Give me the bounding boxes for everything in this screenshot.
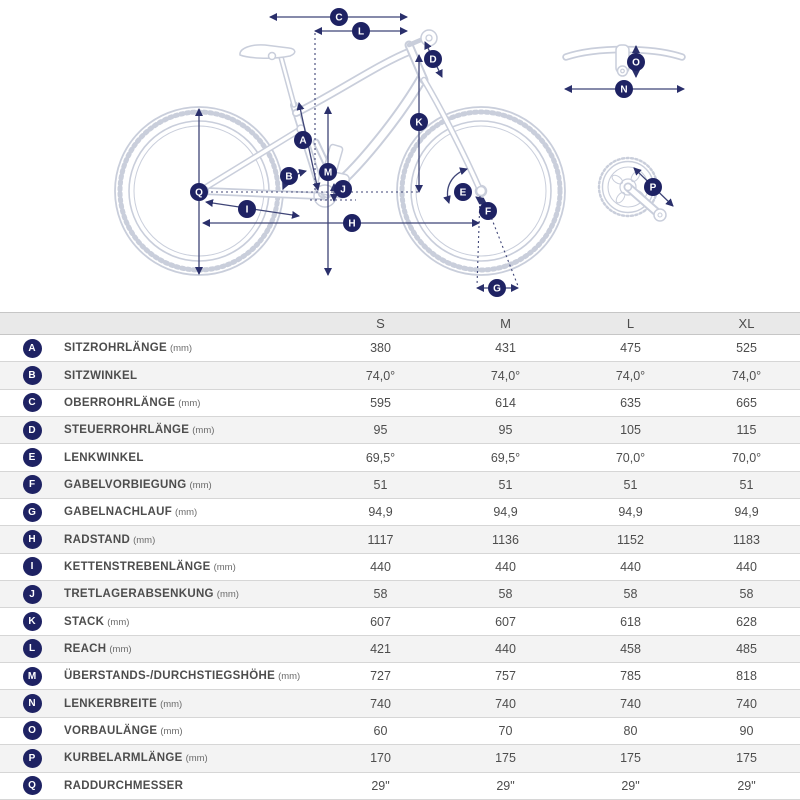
value-xl: 70,0° — [731, 450, 762, 465]
row-label: SITZWINKEL — [64, 369, 138, 382]
handlebar-grip — [421, 30, 437, 46]
geometry-table — [0, 312, 800, 800]
value-m: 607 — [495, 614, 516, 629]
value-xl: 175 — [736, 751, 757, 766]
marker-badge-n — [615, 80, 633, 98]
svg-text:P: P — [649, 182, 657, 194]
value-s: 740 — [370, 696, 391, 711]
value-xl: 440 — [736, 559, 757, 574]
value-s: 607 — [370, 614, 391, 629]
value-s: 60 — [373, 723, 388, 738]
table-row-b — [0, 362, 800, 389]
row-letter-badge: O — [23, 721, 42, 740]
table-row-a — [0, 335, 800, 362]
value-s: 74,0° — [365, 368, 396, 383]
row-unit: (mm) — [189, 479, 212, 491]
row-letter-badge: P — [23, 749, 42, 768]
value-s: 421 — [370, 641, 391, 656]
value-xl: 29" — [737, 778, 756, 793]
marker-badge-k — [410, 113, 428, 131]
value-m: 440 — [495, 559, 516, 574]
marker-badge-p — [644, 178, 662, 196]
value-s: 69,5° — [365, 450, 396, 465]
row-unit: (mm) — [133, 534, 156, 546]
row-unit: (mm) — [169, 343, 193, 355]
row-label: ÜBERSTANDS-/DURCHSTIEGSHÖHE — [64, 670, 276, 683]
row-label: GABELNACHLAUF — [64, 506, 173, 519]
row-unit: (mm) — [278, 671, 301, 683]
row-unit: (mm) — [185, 753, 208, 765]
row-label: TRETLAGERABSENKUNG — [64, 588, 214, 601]
value-xl: 525 — [736, 341, 757, 356]
value-l: 475 — [620, 341, 641, 356]
row-letter-badge: K — [23, 612, 42, 631]
value-m: 94,9 — [493, 505, 518, 520]
marker-badge-e — [454, 183, 472, 201]
svg-text:O: O — [632, 57, 640, 69]
value-s: 29" — [371, 778, 390, 793]
table-header-row — [0, 312, 800, 335]
marker-badge-j — [334, 180, 352, 198]
svg-text:I: I — [245, 204, 249, 216]
value-l: 1152 — [617, 532, 644, 547]
value-s: 58 — [373, 587, 388, 602]
svg-text:F: F — [484, 206, 492, 218]
marker-badge-g — [488, 279, 506, 297]
value-m: 58 — [498, 587, 513, 602]
row-unit: (mm) — [107, 616, 130, 628]
row-label: STEUERROHRLÄNGE — [64, 424, 190, 437]
row-label: RADSTAND — [64, 533, 131, 546]
svg-text:J: J — [340, 184, 346, 196]
value-m: 431 — [495, 341, 516, 356]
row-label: LENKERBREITE — [64, 697, 158, 710]
row-unit: (mm) — [160, 698, 183, 710]
row-unit: (mm) — [178, 397, 201, 409]
value-s: 380 — [370, 341, 391, 356]
value-m: 440 — [495, 641, 516, 656]
svg-text:G: G — [493, 283, 501, 295]
row-letter-badge: M — [23, 667, 42, 686]
table-row-d — [0, 417, 800, 444]
value-m: 69,5° — [490, 450, 521, 465]
value-l: 440 — [620, 559, 641, 574]
value-xl: 628 — [736, 614, 757, 629]
marker-badge-b — [280, 167, 298, 185]
row-label: VORBAULÄNGE — [64, 724, 158, 737]
table-row-p — [0, 745, 800, 772]
table-row-j — [0, 581, 800, 608]
value-l: 80 — [623, 723, 638, 738]
marker-badge-h — [343, 214, 361, 232]
table-row-g — [0, 499, 800, 526]
value-xl: 74,0° — [731, 368, 762, 383]
row-letter-badge: J — [23, 585, 42, 604]
row-label: GABELVORBIEGUNG — [64, 478, 187, 491]
table-row-i — [0, 554, 800, 581]
value-s: 51 — [373, 477, 388, 492]
svg-text:E: E — [459, 187, 467, 199]
row-unit: (mm) — [160, 725, 183, 737]
table-row-q — [0, 773, 800, 800]
svg-text:B: B — [285, 171, 293, 183]
row-letter-badge: G — [23, 503, 42, 522]
value-s: 94,9 — [368, 505, 393, 520]
svg-text:H: H — [348, 218, 356, 230]
table-body — [0, 335, 800, 800]
value-l: 785 — [620, 669, 641, 684]
value-s: 95 — [373, 423, 388, 438]
table-row-h — [0, 526, 800, 553]
table-row-f — [0, 472, 800, 499]
value-xl: 94,9 — [734, 505, 759, 520]
value-l: 51 — [623, 477, 638, 492]
value-xl: 818 — [736, 669, 757, 684]
svg-text:C: C — [335, 12, 343, 24]
row-label: STACK — [64, 615, 105, 628]
value-s: 1117 — [367, 532, 394, 547]
value-xl: 740 — [736, 696, 757, 711]
value-xl: 51 — [739, 477, 754, 492]
marker-badge-d — [424, 50, 442, 68]
value-s: 440 — [370, 559, 391, 574]
row-unit: (mm) — [216, 589, 239, 601]
handlebar-top-view — [566, 45, 682, 76]
value-s: 170 — [370, 751, 391, 766]
geometry-diagram-svg — [0, 0, 800, 312]
row-unit: (mm) — [175, 507, 198, 519]
row-letter-badge: F — [23, 475, 42, 494]
column-header-m: M — [500, 316, 511, 331]
value-l: 94,9 — [618, 505, 643, 520]
row-label: RADDURCHMESSER — [64, 779, 184, 792]
svg-text:D: D — [429, 54, 437, 66]
value-m: 740 — [495, 696, 516, 711]
row-label: KURBELARMLÄNGE — [64, 752, 183, 765]
table-row-c — [0, 390, 800, 417]
row-letter-badge: E — [23, 448, 42, 467]
svg-text:K: K — [415, 117, 423, 129]
value-m: 175 — [495, 751, 516, 766]
bike-geometry-diagram — [0, 0, 800, 312]
table-row-o — [0, 718, 800, 745]
value-l: 74,0° — [615, 368, 646, 383]
marker-badge-f — [479, 202, 497, 220]
value-xl: 90 — [739, 723, 754, 738]
row-letter-badge: A — [23, 339, 42, 358]
marker-badge-a — [294, 131, 312, 149]
value-m: 70 — [498, 723, 513, 738]
row-letter-badge: N — [23, 694, 42, 713]
table-row-e — [0, 444, 800, 471]
table-row-l — [0, 636, 800, 663]
row-label: REACH — [64, 642, 107, 655]
svg-text:L: L — [357, 26, 365, 38]
svg-text:M: M — [323, 167, 333, 179]
marker-badge-o — [627, 53, 645, 71]
row-letter-badge: L — [23, 639, 42, 658]
row-letter-badge: B — [23, 366, 42, 385]
value-xl: 115 — [736, 423, 757, 438]
value-xl: 1183 — [733, 532, 760, 547]
value-l: 618 — [620, 614, 641, 629]
value-xl: 665 — [736, 395, 757, 410]
marker-badge-i — [238, 200, 256, 218]
row-letter-badge: Q — [23, 776, 42, 795]
table-row-n — [0, 690, 800, 717]
value-l: 458 — [620, 641, 641, 656]
svg-text:N: N — [620, 84, 628, 96]
row-letter-badge: D — [23, 421, 42, 440]
pedal-boss — [654, 209, 666, 221]
value-s: 727 — [370, 669, 391, 684]
value-l: 70,0° — [615, 450, 646, 465]
value-xl: 485 — [736, 641, 757, 656]
row-label: KETTENSTREBENLÄNGE — [64, 560, 211, 573]
marker-badge-q — [190, 183, 208, 201]
row-label: SITZROHRLÄNGE — [64, 342, 167, 355]
marker-badge-l — [352, 22, 370, 40]
saddle — [240, 45, 295, 58]
value-l: 58 — [623, 587, 638, 602]
value-l: 175 — [620, 751, 641, 766]
value-m: 1136 — [492, 532, 519, 547]
value-m: 74,0° — [490, 368, 521, 383]
value-l: 635 — [620, 395, 641, 410]
value-l: 105 — [620, 423, 641, 438]
column-header-l: L — [626, 316, 635, 331]
svg-text:A: A — [299, 135, 307, 147]
row-letter-badge: C — [23, 393, 42, 412]
table-row-m — [0, 663, 800, 690]
row-unit: (mm) — [109, 643, 132, 655]
value-l: 740 — [620, 696, 641, 711]
row-unit: (mm) — [213, 561, 236, 573]
table-row-k — [0, 608, 800, 635]
value-xl: 58 — [739, 587, 754, 602]
value-l: 29" — [621, 778, 640, 793]
value-m: 757 — [495, 669, 516, 684]
row-letter-badge: I — [23, 557, 42, 576]
row-label: LENKWINKEL — [64, 451, 144, 464]
value-m: 95 — [498, 423, 513, 438]
row-letter-badge: H — [23, 530, 42, 549]
column-header-xl: XL — [738, 316, 755, 331]
value-m: 29" — [496, 778, 515, 793]
value-s: 595 — [370, 395, 391, 410]
svg-text:Q: Q — [195, 187, 203, 199]
row-label: OBERROHRLÄNGE — [64, 396, 176, 409]
column-header-s: S — [376, 316, 385, 331]
value-m: 614 — [495, 395, 516, 410]
value-m: 51 — [498, 477, 513, 492]
marker-badge-c — [330, 8, 348, 26]
row-unit: (mm) — [192, 425, 215, 437]
marker-badge-m — [319, 163, 337, 181]
